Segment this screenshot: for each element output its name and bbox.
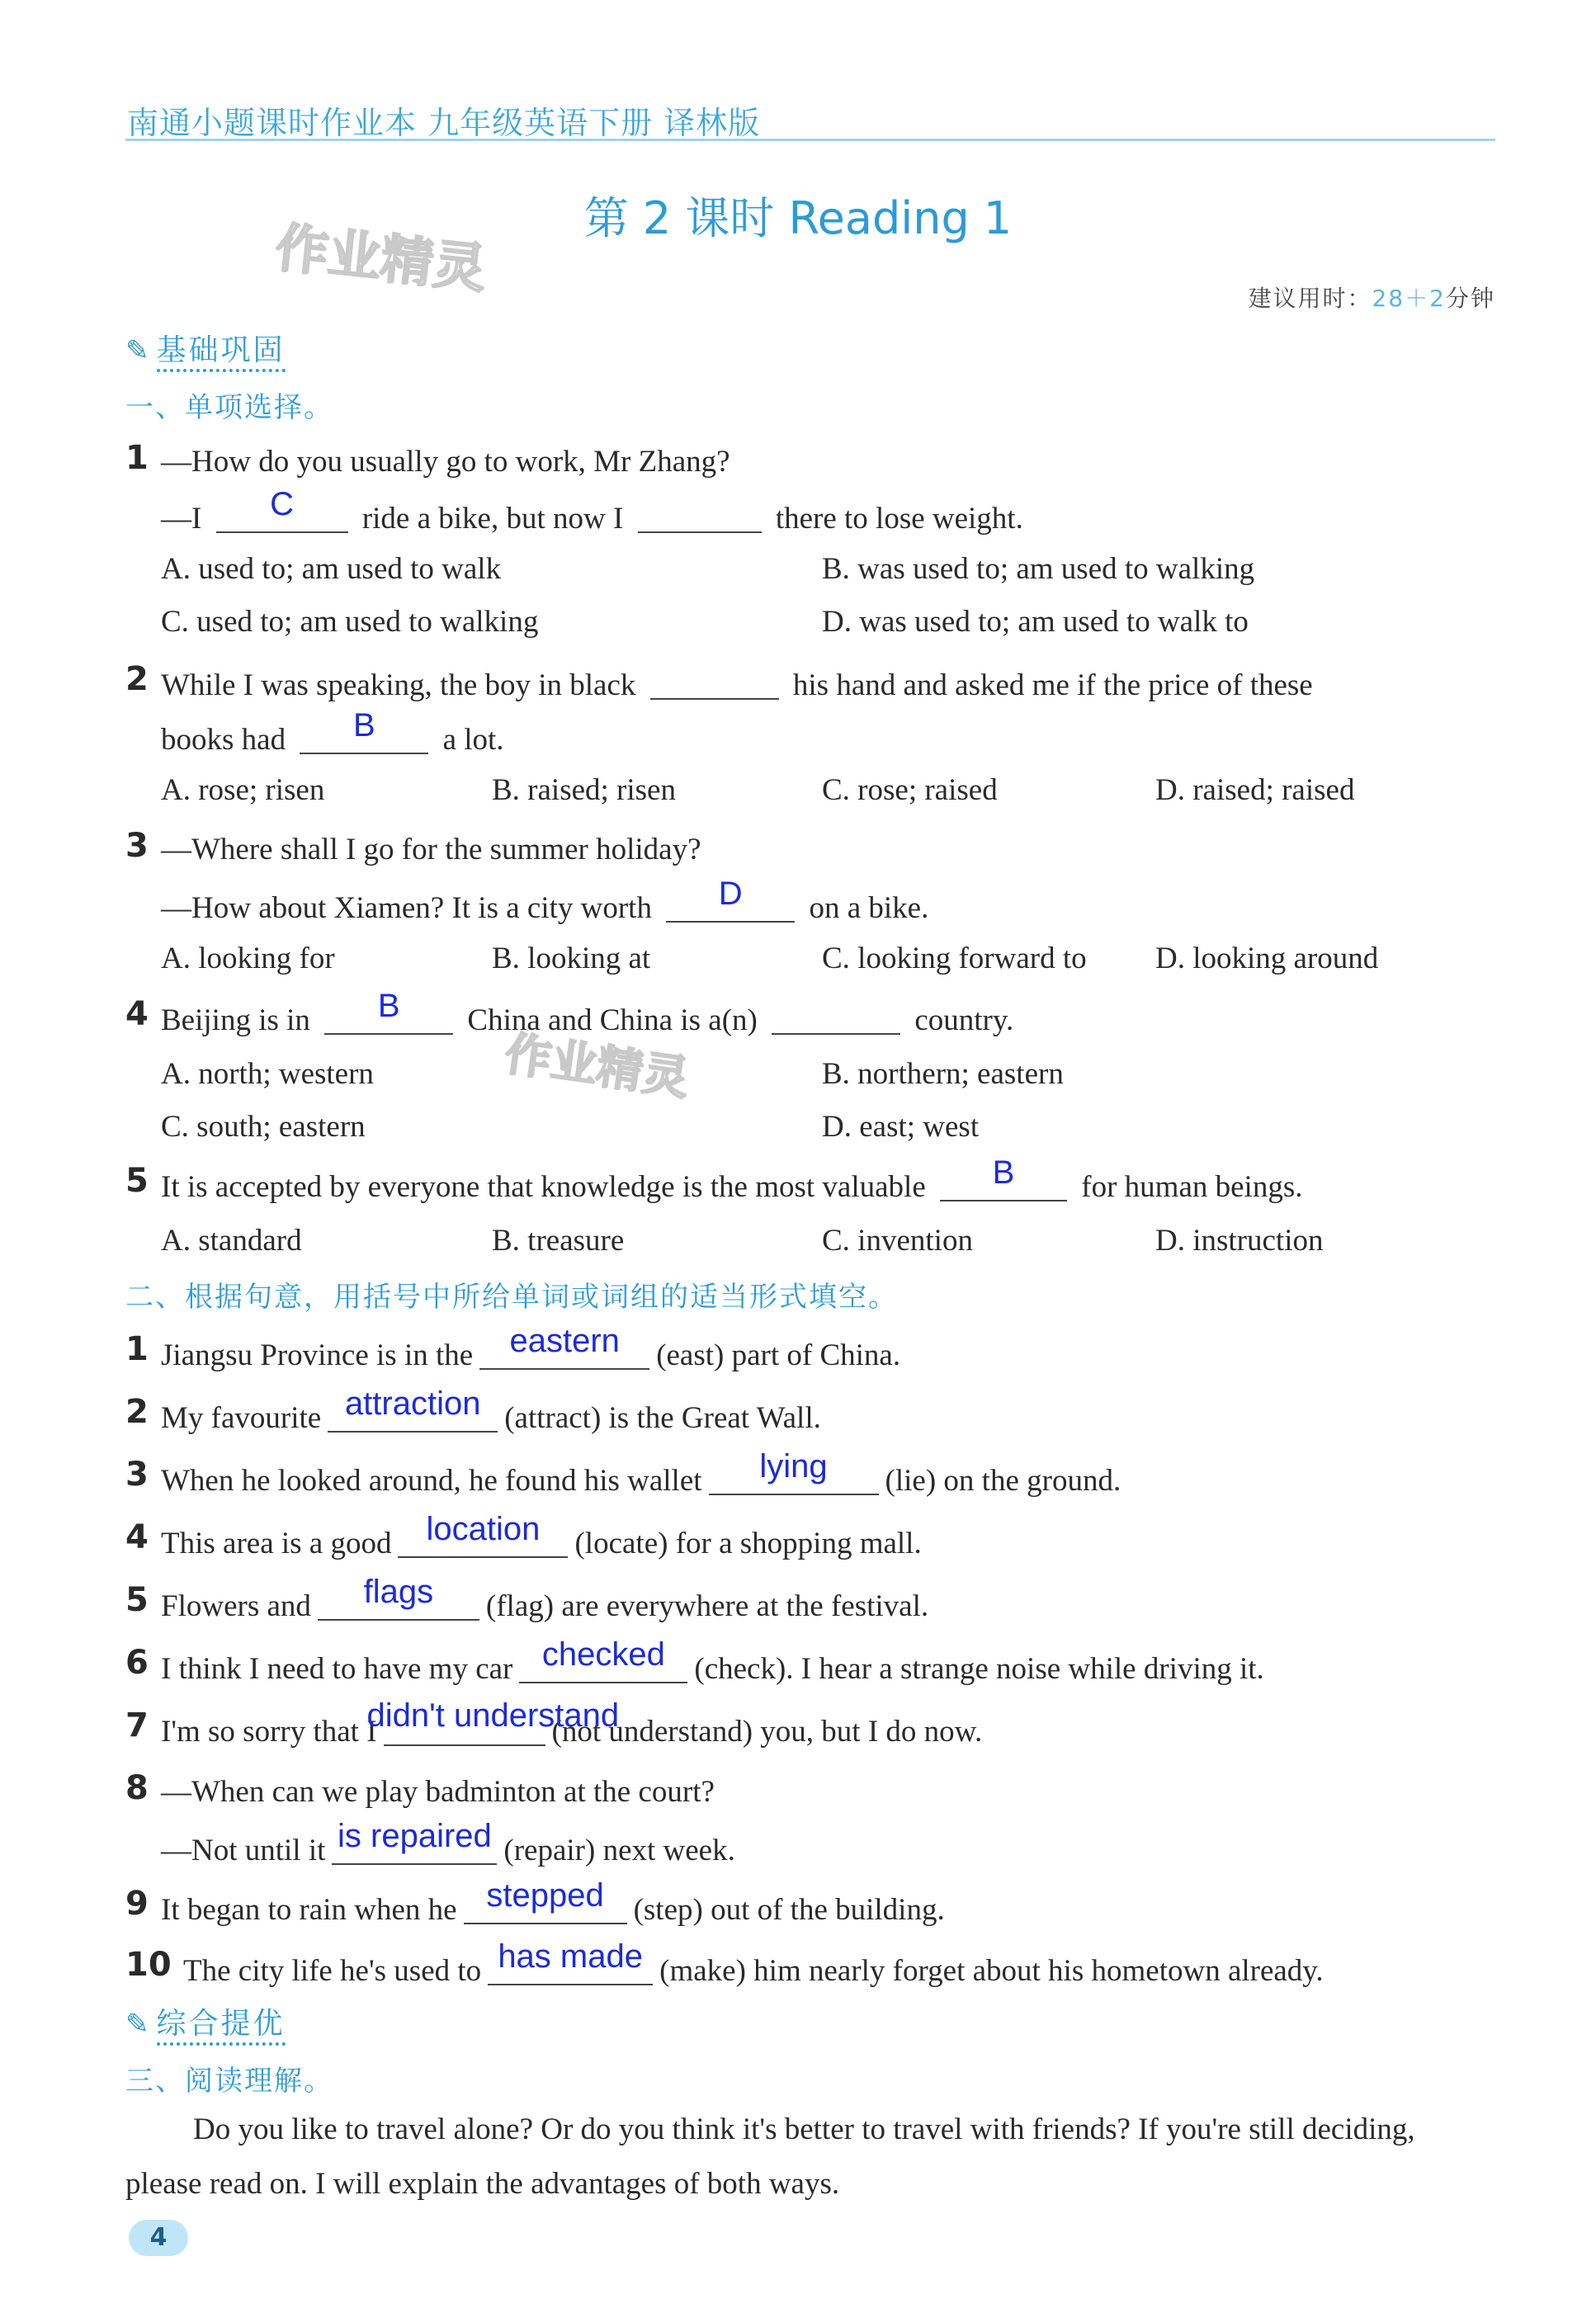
answer-text: B [377,988,400,1024]
question-number: 5 [125,1581,149,1619]
part1-title: 一、单项选择。 [125,391,333,424]
watermark-logo: 作业精灵 [272,217,489,301]
suggested-time: 建议用时：28＋2分钟 [1248,285,1495,312]
option-d: D. was used to; am used to walk to [822,605,1249,639]
answer-blank[interactable] [324,988,453,1035]
answer-text: eastern [509,1323,620,1359]
answer-blank[interactable] [650,665,779,700]
pencil-icon: ✎ [125,334,152,367]
answer-blank[interactable] [366,1697,620,1746]
answer-text: flags [363,1574,434,1610]
question-number: 10 [125,1946,172,1984]
fill-item: It began to rain when he stepped (step) out of the building. [161,1877,945,1927]
answer-text: B [992,1154,1015,1191]
answer-text: didn't understand [366,1697,620,1734]
answer-blank[interactable] [666,876,795,923]
option-d: D. east; west [822,1110,980,1144]
option-a: A. used to; am used to walk [161,552,502,586]
answer-text: checked [541,1636,665,1673]
question-stem: —I C ride a bike, but now I there to lose weight. [161,486,1023,536]
option-d: D. raised; raised [1155,773,1355,807]
question-number: 1 [125,1330,149,1368]
option-b: B. looking at [492,942,651,975]
option-c: C. rose; raised [822,773,998,807]
answer-blank[interactable] [332,1818,497,1865]
answer-text: stepped [486,1877,604,1914]
section-advanced: ✎ 综合提优 [125,2000,286,2042]
option-c: C. looking forward to [822,942,1087,975]
question-number: 2 [125,1393,149,1431]
fill-item: Flowers and flags (flag) are everywhere at the festival. [161,1574,929,1623]
question-number: 4 [125,1518,149,1556]
part3-title: 三、阅读理解。 [125,2065,333,2098]
question-number: 4 [125,995,149,1033]
book-title: 南通小题课时作业本 九年级英语下册 译林版 [127,105,761,141]
option-c: C. south; eastern [161,1110,366,1144]
answer-text: location [426,1511,541,1547]
fill-item: My favourite attraction (attract) is the Great Wall. [161,1385,821,1435]
option-d: D. instruction [1155,1224,1324,1258]
answer-blank[interactable] [638,498,762,533]
answer-text: D [718,876,743,912]
section-basic: ✎ 基础巩固 [125,327,286,369]
answer-blank[interactable] [519,1636,687,1683]
answer-text: is repaired [338,1818,492,1854]
header-divider [125,139,1495,141]
question-stem: —How about Xiamen? It is a city worth D on a bike. [161,876,929,925]
fill-item: When he looked around, he found his wallet lying (lie) on the ground. [161,1448,1121,1498]
option-c: C. used to; am used to walking [161,605,539,639]
question-number: 3 [125,1456,149,1494]
option-b: B. northern; eastern [822,1057,1064,1091]
question-number: 5 [125,1162,149,1200]
answer-blank[interactable] [709,1448,879,1495]
question-stem: Beijing is in B China and China is a(n) country. [161,988,1014,1037]
question-number: 7 [125,1706,149,1744]
answer-blank[interactable] [328,1385,498,1433]
option-d: D. looking around [1155,942,1379,975]
fill-item: I'm so sorry that I didn't understand (not understand) you, but I do now. [161,1697,983,1749]
answer-blank[interactable] [940,1154,1067,1201]
fill-item: I think I need to have my car checked (check). I hear a strange noise while driving it. [161,1636,1264,1686]
watermark-logo: 作业精灵 [501,1027,692,1107]
reading-paragraph: Do you like to travel alone? Or do you think it's better to travel with friends? If you're still deciding, please read on. I will explain the advantages of both ways. [125,2112,1415,2201]
option-b: B. was used to; am used to walking [822,552,1255,586]
page-number: 4 [129,2220,188,2256]
question-stem: It is accepted by everyone that knowledge is the most valuable B for human beings. [161,1154,1303,1204]
question-stem: While I was speaking, the boy in black his hand and asked me if the price of these [161,665,1313,703]
option-b: B. raised; risen [492,773,676,807]
answer-blank[interactable] [300,707,428,754]
option-a: A. looking for [161,942,335,975]
answer-blank[interactable] [479,1323,649,1370]
answer-text: attraction [344,1385,481,1422]
fill-item: The city life he's used to has made (make) him nearly forget about his hometown already. [183,1938,1324,1988]
pencil-icon: ✎ [125,2008,152,2041]
question-stem: —Where shall I go for the summer holiday? [161,833,701,866]
fill-item: This area is a good location (locate) for a shopping mall. [161,1511,922,1560]
fill-item: —When can we play badminton at the court? [161,1775,715,1809]
answer-blank[interactable] [398,1511,568,1558]
question-stem: books had B a lot. [161,707,504,757]
answer-text: has made [498,1938,643,1975]
fill-item: Jiangsu Province is in the eastern (east) part of China. [161,1323,901,1372]
question-number: 1 [125,439,149,477]
question-number: 2 [125,660,149,698]
answer-blank[interactable] [318,1574,479,1621]
question-number: 6 [125,1644,149,1682]
answer-blank[interactable] [216,486,348,533]
option-a: A. standard [161,1224,302,1258]
question-number: 9 [125,1885,149,1923]
option-c: C. invention [822,1224,973,1258]
lesson-title: 第 2 课时 Reading 1 [583,192,1013,244]
time-value: 28＋2 [1372,285,1446,312]
answer-blank[interactable] [464,1877,627,1924]
answer-text: B [352,707,375,743]
question-number: 8 [125,1769,149,1807]
question-number: 3 [125,827,149,865]
question-stem: —How do you usually go to work, Mr Zhang? [161,445,730,479]
answer-blank[interactable] [772,1000,900,1035]
fill-item: —Not until it is repaired (repair) next week. [161,1818,735,1867]
answer-text: C [270,486,295,522]
option-a: A. rose; risen [161,773,325,807]
option-a: A. north; western [161,1057,374,1091]
answer-blank[interactable] [488,1938,653,1985]
answer-text: lying [759,1448,828,1485]
part2-title: 二、根据句意，用括号中所给单词或词组的适当形式填空。 [125,1281,898,1314]
option-b: B. treasure [492,1224,625,1258]
